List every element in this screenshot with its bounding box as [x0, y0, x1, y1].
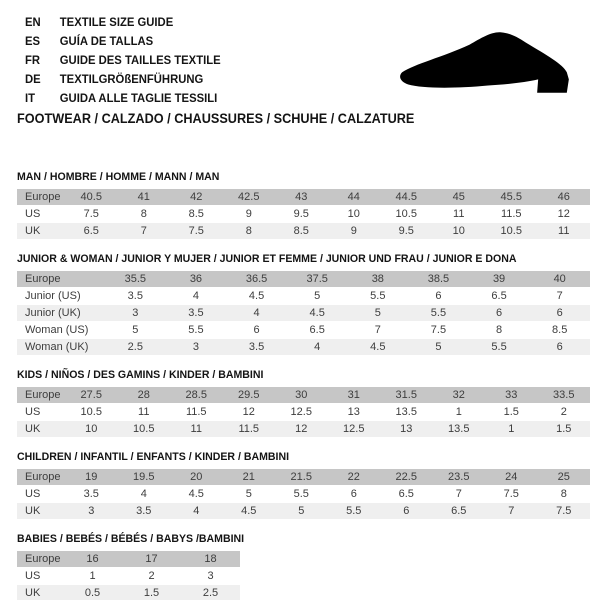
size-cell: 9.5: [380, 223, 433, 240]
size-cell: 4.5: [287, 305, 348, 322]
size-cell: 4: [170, 503, 223, 520]
size-table: [17, 270, 590, 356]
size-cell: 7.5: [170, 223, 223, 240]
size-cell: 36: [166, 271, 227, 288]
size-cell: 5.5: [328, 503, 381, 520]
language-label: GUÍA DE TALLAS: [59, 34, 154, 48]
size-cell: 7: [529, 288, 590, 305]
table-row: [17, 223, 590, 240]
size-cell: 3.5: [65, 486, 118, 503]
size-cell: 2: [538, 404, 591, 421]
row-label: Europe: [17, 189, 65, 206]
size-section: [17, 252, 590, 356]
row-label: Europe: [17, 469, 65, 486]
row-label: US: [17, 404, 65, 421]
language-row: [25, 13, 221, 32]
row-label: Europe: [17, 387, 65, 404]
size-cell: 37.5: [287, 271, 348, 288]
size-cell: 7.5: [485, 486, 538, 503]
table-title: KIDS / NIÑOS / DES GAMINS / KINDER / BAMBINI: [17, 369, 264, 381]
size-cell: 4: [118, 486, 171, 503]
table-row: [17, 305, 590, 322]
size-cell: 0.5: [63, 585, 122, 600]
size-section: [17, 170, 590, 240]
size-cell: 8.5: [275, 223, 328, 240]
size-cell: 31: [328, 387, 381, 404]
size-section: [17, 368, 590, 438]
row-label: US: [17, 568, 63, 585]
size-cell: 10: [65, 421, 118, 438]
size-cell: 4: [226, 305, 287, 322]
size-cell: 3.5: [166, 305, 227, 322]
row-label: Junior (US): [17, 288, 105, 305]
size-cell: 8.5: [529, 322, 590, 339]
size-tables: [17, 170, 590, 600]
size-cell: 8: [538, 486, 591, 503]
size-cell: 41: [118, 189, 171, 206]
size-cell: 4.5: [348, 339, 409, 356]
size-cell: 6: [380, 503, 433, 520]
row-label: Europe: [17, 551, 63, 568]
size-cell: 39: [469, 271, 530, 288]
size-cell: 6: [469, 305, 530, 322]
size-section: [17, 532, 590, 600]
dress-shoe-icon: [396, 24, 576, 98]
size-cell: 28.5: [170, 387, 223, 404]
size-cell: 5: [348, 305, 409, 322]
size-cell: 2.5: [105, 339, 166, 356]
size-cell: 19: [65, 469, 118, 486]
row-label: US: [17, 486, 65, 503]
size-cell: 7: [118, 223, 171, 240]
language-label: TEXTILGRÖßENFÜHRUNG: [59, 72, 204, 86]
size-cell: 10.5: [485, 223, 538, 240]
size-cell: 1: [433, 404, 486, 421]
language-row: [25, 89, 221, 108]
size-cell: 10: [433, 223, 486, 240]
size-cell: 7: [433, 486, 486, 503]
size-cell: 11: [433, 206, 486, 223]
size-cell: 33.5: [538, 387, 591, 404]
size-cell: 9: [328, 223, 381, 240]
size-cell: 43: [275, 189, 328, 206]
size-cell: 21.5: [275, 469, 328, 486]
size-cell: 42: [170, 189, 223, 206]
size-cell: 6: [529, 339, 590, 356]
size-table: [17, 188, 590, 240]
language-title-list: [25, 13, 221, 108]
row-label: Woman (UK): [17, 339, 105, 356]
size-cell: 12: [275, 421, 328, 438]
size-cell: 4: [166, 288, 227, 305]
size-table: [17, 386, 590, 438]
size-cell: 28: [118, 387, 171, 404]
language-row: [25, 51, 221, 70]
size-cell: 2: [122, 568, 181, 585]
language-row: [25, 32, 221, 51]
size-cell: 1: [63, 568, 122, 585]
size-cell: 20: [170, 469, 223, 486]
size-cell: 5: [275, 503, 328, 520]
size-cell: 45.5: [485, 189, 538, 206]
size-cell: 30: [275, 387, 328, 404]
size-cell: 38.5: [408, 271, 469, 288]
table-title: MAN / HOMBRE / HOMME / MANN / MAN: [17, 171, 220, 183]
size-cell: 23.5: [433, 469, 486, 486]
language-code: EN: [25, 15, 41, 29]
size-cell: 40.5: [65, 189, 118, 206]
size-cell: 27.5: [65, 387, 118, 404]
size-cell: 13: [328, 404, 381, 421]
size-cell: 9: [223, 206, 276, 223]
language-row: [25, 70, 221, 89]
row-label: Europe: [17, 271, 105, 288]
table-row: [17, 206, 590, 223]
size-cell: 18: [181, 551, 240, 568]
size-cell: 45: [433, 189, 486, 206]
size-cell: 25: [538, 469, 591, 486]
size-cell: 12: [538, 206, 591, 223]
size-cell: 7: [485, 503, 538, 520]
size-cell: 5.5: [469, 339, 530, 356]
size-cell: 1.5: [538, 421, 591, 438]
size-cell: 6.5: [287, 322, 348, 339]
size-cell: 9.5: [275, 206, 328, 223]
row-label: UK: [17, 421, 65, 438]
size-cell: 5.5: [348, 288, 409, 305]
table-title: CHILDREN / INFANTIL / ENFANTS / KINDER / BAMBINI: [17, 451, 290, 463]
size-cell: 46: [538, 189, 591, 206]
size-cell: 6.5: [380, 486, 433, 503]
row-label: UK: [17, 223, 65, 240]
table-title: JUNIOR & WOMAN / JUNIOR Y MUJER / JUNIOR ET FEMME / JUNIOR UND FRAU / JUNIOR E DONA: [17, 253, 517, 265]
table-row: [17, 585, 240, 600]
size-cell: 1: [485, 421, 538, 438]
table-row: [17, 469, 590, 486]
size-cell: 24: [485, 469, 538, 486]
size-cell: 38: [348, 271, 409, 288]
size-cell: 22: [328, 469, 381, 486]
row-label: Woman (US): [17, 322, 105, 339]
size-cell: 5: [287, 288, 348, 305]
language-label: GUIDA ALLE TAGLIE TESSILI: [59, 91, 218, 105]
size-cell: 29.5: [223, 387, 276, 404]
size-cell: 12: [223, 404, 276, 421]
size-cell: 4.5: [223, 503, 276, 520]
size-cell: 32: [433, 387, 486, 404]
size-cell: 33: [485, 387, 538, 404]
row-label: UK: [17, 503, 65, 520]
size-cell: 3: [181, 568, 240, 585]
row-label: Junior (UK): [17, 305, 105, 322]
size-cell: 5: [408, 339, 469, 356]
size-cell: 7: [348, 322, 409, 339]
table-row: [17, 568, 240, 585]
size-cell: 3: [105, 305, 166, 322]
table-row: [17, 322, 590, 339]
table-row: [17, 551, 240, 568]
size-cell: 35.5: [105, 271, 166, 288]
size-cell: 6.5: [65, 223, 118, 240]
size-cell: 36.5: [226, 271, 287, 288]
size-table: [17, 550, 240, 600]
size-cell: 10.5: [118, 421, 171, 438]
size-cell: 11: [538, 223, 591, 240]
size-cell: 12.5: [328, 421, 381, 438]
table-title: BABIES / BEBÉS / BÉBÉS / BABYS /BAMBINI: [17, 533, 245, 545]
size-cell: 4: [287, 339, 348, 356]
size-cell: 13: [380, 421, 433, 438]
size-cell: 1.5: [122, 585, 181, 600]
language-code: DE: [25, 72, 41, 86]
size-cell: 3.5: [105, 288, 166, 305]
size-cell: 5.5: [166, 322, 227, 339]
size-cell: 10: [328, 206, 381, 223]
size-cell: 12.5: [275, 404, 328, 421]
size-cell: 6.5: [433, 503, 486, 520]
row-label: US: [17, 206, 65, 223]
size-cell: 10.5: [380, 206, 433, 223]
size-cell: 3.5: [118, 503, 171, 520]
size-cell: 6: [328, 486, 381, 503]
size-cell: 6: [226, 322, 287, 339]
category-heading: FOOTWEAR / CALZADO / CHAUSSURES / SCHUHE / CALZATURE: [17, 111, 415, 126]
size-cell: 13.5: [380, 404, 433, 421]
size-cell: 8: [223, 223, 276, 240]
size-cell: 8.5: [170, 206, 223, 223]
language-label: GUIDE DES TAILLES TEXTILE: [59, 53, 221, 67]
size-cell: 6: [529, 305, 590, 322]
size-cell: 1.5: [485, 404, 538, 421]
table-row: [17, 421, 590, 438]
table-row: [17, 404, 590, 421]
table-row: [17, 387, 590, 404]
size-cell: 11.5: [170, 404, 223, 421]
table-row: [17, 271, 590, 288]
size-cell: 4.5: [170, 486, 223, 503]
size-cell: 22.5: [380, 469, 433, 486]
size-cell: 5.5: [408, 305, 469, 322]
size-cell: 6.5: [469, 288, 530, 305]
size-cell: 44.5: [380, 189, 433, 206]
table-row: [17, 288, 590, 305]
size-cell: 7.5: [538, 503, 591, 520]
size-cell: 21: [223, 469, 276, 486]
size-table: [17, 468, 590, 520]
language-code: ES: [25, 34, 41, 48]
size-cell: 6: [408, 288, 469, 305]
size-cell: 17: [122, 551, 181, 568]
size-cell: 11.5: [223, 421, 276, 438]
size-cell: 7.5: [408, 322, 469, 339]
language-code: IT: [25, 91, 36, 105]
size-cell: 44: [328, 189, 381, 206]
size-cell: 5: [223, 486, 276, 503]
size-cell: 8: [469, 322, 530, 339]
size-cell: 40: [529, 271, 590, 288]
size-cell: 2.5: [181, 585, 240, 600]
table-row: [17, 486, 590, 503]
size-cell: 11: [170, 421, 223, 438]
size-cell: 31.5: [380, 387, 433, 404]
table-row: [17, 189, 590, 206]
size-cell: 5.5: [275, 486, 328, 503]
size-section: [17, 450, 590, 520]
table-row: [17, 503, 590, 520]
size-cell: 13.5: [433, 421, 486, 438]
table-row: [17, 339, 590, 356]
size-cell: 7.5: [65, 206, 118, 223]
size-cell: 11: [118, 404, 171, 421]
language-label: TEXTILE SIZE GUIDE: [59, 15, 174, 29]
language-code: FR: [25, 53, 41, 67]
size-cell: 5: [105, 322, 166, 339]
size-cell: 4.5: [226, 288, 287, 305]
row-label: UK: [17, 585, 63, 600]
size-cell: 42.5: [223, 189, 276, 206]
size-cell: 19.5: [118, 469, 171, 486]
size-cell: 8: [118, 206, 171, 223]
size-cell: 3: [65, 503, 118, 520]
size-cell: 3.5: [226, 339, 287, 356]
size-cell: 16: [63, 551, 122, 568]
size-cell: 3: [166, 339, 227, 356]
size-cell: 11.5: [485, 206, 538, 223]
size-cell: 10.5: [65, 404, 118, 421]
